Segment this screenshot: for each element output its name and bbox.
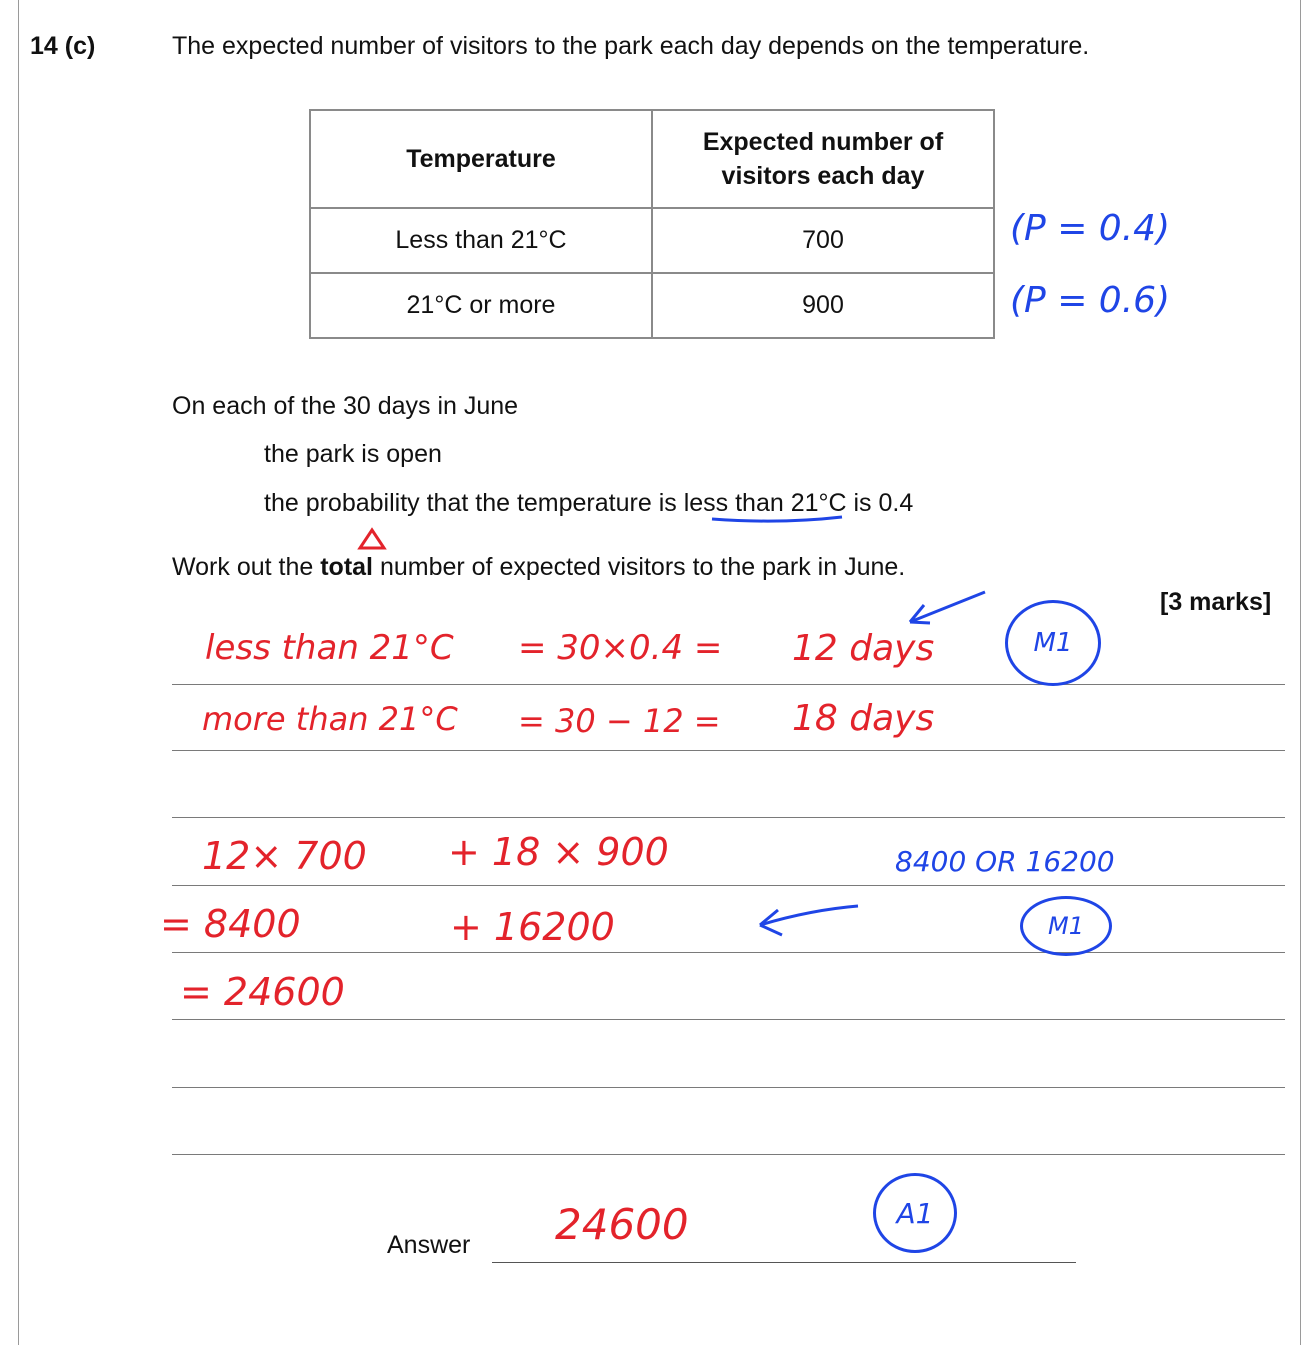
condition-probability-text: the probability that the temperature bbox=[264, 489, 659, 517]
working-line-4-right: + 16200 bbox=[450, 905, 615, 949]
condition-probability-end: 21°C is 0.4 bbox=[783, 489, 914, 517]
header-expected-line-1: Expected number of bbox=[702, 128, 944, 156]
task-text-start: Work out the bbox=[172, 553, 321, 581]
answer-label: Answer bbox=[387, 1231, 471, 1259]
marks-label: [3 marks] bbox=[1160, 588, 1272, 616]
task-text-end: number of expected visitors to the park in June. bbox=[373, 553, 906, 581]
header-expected-line-2: visitors each day bbox=[721, 162, 925, 190]
working-line-2-result: 18 days bbox=[792, 698, 935, 739]
caret-icon bbox=[360, 530, 384, 548]
working-line-3-right: + 18 × 900 bbox=[448, 830, 669, 874]
working-line-1-calc: = 30×0.4 = bbox=[518, 628, 723, 668]
condition-park-open: the park is open bbox=[264, 440, 442, 468]
working-line-3-left: 12× 700 bbox=[202, 834, 367, 878]
cell-visitors: 700 bbox=[652, 208, 994, 273]
working-line-1-label: less than 21°C bbox=[205, 628, 454, 668]
working-line-2-label: more than 21°C bbox=[202, 700, 458, 738]
question-number: 14 (c) bbox=[30, 32, 96, 60]
marker-side-note: 8400 OR 16200 bbox=[895, 845, 1115, 878]
handwritten-prob-more: (P = 0.6) bbox=[1010, 280, 1171, 321]
underline-mark bbox=[712, 517, 842, 521]
condition-intro: On each of the 30 days in June bbox=[172, 392, 519, 420]
mark-a1-circle: A1 bbox=[873, 1173, 957, 1253]
answer-value: 24600 bbox=[555, 1200, 689, 1249]
header-temperature: Temperature bbox=[310, 110, 652, 208]
mark-m1-circle: M1 bbox=[1020, 896, 1112, 956]
question-intro: The expected number of visitors to the park each day depends on the temperature. bbox=[172, 32, 1090, 60]
handwritten-prob-less: (P = 0.4) bbox=[1010, 208, 1171, 249]
condition-probability-highlight: is less than bbox=[658, 489, 784, 517]
arrow-icon bbox=[760, 906, 858, 925]
working-line-4-left: = 8400 bbox=[160, 902, 301, 946]
task-text-bold: total bbox=[320, 553, 373, 581]
mark-m1-circle: M1 bbox=[1005, 600, 1101, 686]
working-line-2-calc: = 30 − 12 = bbox=[518, 702, 721, 740]
cell-visitors: 900 bbox=[652, 273, 994, 338]
cell-temperature: Less than 21°C bbox=[310, 208, 652, 273]
cell-temperature: 21°C or more bbox=[310, 273, 652, 338]
working-line-5: = 24600 bbox=[180, 970, 345, 1014]
working-line-1-result: 12 days bbox=[792, 628, 935, 669]
